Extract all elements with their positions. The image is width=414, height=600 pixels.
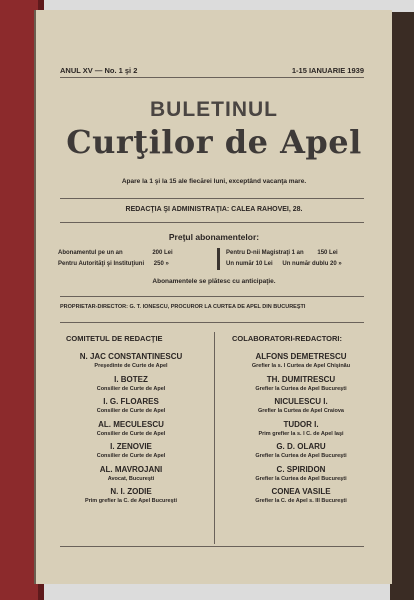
owner-name: G. T. IONESCU, — [129, 304, 170, 310]
divider-line — [60, 222, 364, 223]
divider-line — [60, 546, 364, 547]
divider-line — [60, 198, 364, 199]
divider-line — [60, 322, 364, 323]
divider-line — [60, 296, 364, 297]
owner-line — [60, 304, 305, 310]
list-item: I. G. FLOARES Consilier de Curte de Apel — [96, 397, 166, 414]
payment-note: Abonamentele se plătesc cu anticipaţie. — [152, 278, 276, 285]
price-line-annual: Abonamentul pe un an 200 Lei — [58, 250, 173, 256]
list-item: NICULESCU I. Grefier la Curtea de Apel Craiova — [258, 397, 344, 414]
title-bulletin: BULETINUL — [150, 98, 278, 121]
price-line-institutions: Pentru Autorităţi şi Instituţiuni 250 » — [58, 261, 169, 267]
list-item: G. D. OLARU Grefier la Curtea de Apel Bucureşti — [255, 442, 347, 459]
list-item: I. ZENOVIE Consilier de Curte de Apel — [96, 442, 166, 459]
price-divider — [217, 248, 220, 270]
masthead-issue-line — [60, 66, 364, 78]
price-line-magistrates: Pentru D-nii Magistraţi 1 an 150 Lei — [226, 250, 338, 256]
list-item: N. JAC CONSTANTINESCU Preşedinte de Curte de Apel — [79, 352, 183, 369]
collaborators-list — [226, 352, 376, 510]
list-item: CONEA VASILE Grefier la C. de Apel s. III Bucureşti — [255, 487, 347, 504]
list-item: C. SPIRIDON Grefier la Curtea de Apel Bucureşti — [255, 464, 347, 482]
editorial-address: REDACŢIA ŞI ADMINISTRAŢIA: CALEA RAHOVEI, 28. — [125, 206, 303, 213]
issue-number: ANUL XV — No. 1 şi 2 — [60, 66, 138, 75]
title-courts-of-appeal: Curţilor de Apel — [66, 123, 362, 161]
publication-schedule: Apare la 1 şi la 15 ale fiecărei luni, exceptând vacanţa mare. — [121, 178, 307, 185]
list-item: ALFONS DEMETRESCU Grefier la s. I Curtea de Apel Chişinău — [251, 352, 351, 369]
book-page-edge — [390, 12, 414, 600]
list-item: TH. DUMITRESCU Grefier la Curtea de Apel Bucureşti — [255, 374, 347, 392]
list-item: AL. MECULESCU Consilier de Curte de Apel — [96, 419, 166, 437]
bulletin-cover-page — [34, 10, 392, 584]
list-item: N. I. ZODIE Prim grefier la C. de Apel Bucureşti — [84, 487, 178, 504]
committee-list — [56, 352, 206, 510]
committee-heading: COMITETUL DE REDACŢIE — [66, 334, 163, 343]
list-item: I. BOTEZ Consilier de Curte de Apel — [96, 374, 166, 392]
column-divider — [214, 332, 215, 544]
issue-date: 1-15 IANUARIE 1939 — [291, 66, 364, 75]
price-line-single-issue: Un număr 10 Lei Un număr dublu 20 » — [226, 261, 342, 267]
list-item: TUDOR I. Prim grefier la s. I C. de Apel Iaşi — [258, 419, 344, 437]
prices-heading: Preţul abonamentelor: — [168, 232, 260, 242]
owner-label: PROPRIETAR-DIRECTOR: — [60, 304, 128, 310]
collaborators-heading: COLABORATORI-REDACTORI: — [232, 334, 342, 343]
list-item: AL. MAVROJANI Avocat, Bucureşti — [99, 464, 163, 482]
owner-role: PROCUROR LA CURTEA DE APEL DIN BUCUREŞTI — [170, 304, 306, 310]
